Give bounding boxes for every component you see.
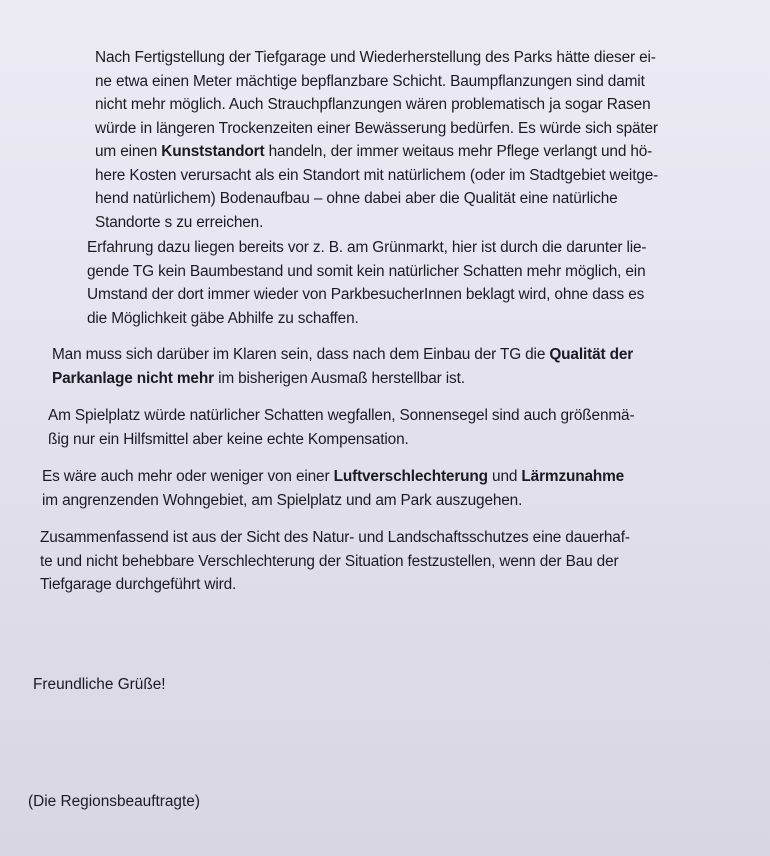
- text-line: würde in längeren Trockenzeiten einer Bewässerung bedürfen. Es würde sich später: [95, 119, 658, 137]
- text-segment: um einen: [95, 143, 162, 160]
- text-segment: im bisherigen Ausmaß herstellbar ist.: [213, 369, 465, 387]
- text-line: Tiefgarage durchgeführt wird.: [40, 576, 237, 593]
- text-line: [95, 140, 740, 164]
- text-line: [52, 367, 742, 391]
- text-line: te und nicht behebbare Verschlechterung der Situation festzustellen, wenn der Bau der: [40, 552, 619, 570]
- bold-term-parkanlage: Parkanlage nicht mehr: [52, 369, 214, 387]
- paragraph-air-noise: [42, 465, 732, 512]
- text-line: ßig nur ein Hilfsmittel aber keine echte Kompensation.: [48, 430, 409, 448]
- text-line: Umstand der dort immer wieder von ParkbesucherInnen beklagt wird, ohne dass es: [87, 286, 645, 303]
- text-line: Standorte s zu erreichen.: [95, 213, 264, 231]
- text-line: here Kosten verursacht als ein Standort mit natürlichem (oder im Stadtgebiet weitge-: [95, 166, 659, 184]
- text-line: [52, 343, 742, 367]
- paragraph-summary: [40, 526, 740, 597]
- bold-term-luftverschlechterung: Luftverschlechterung: [333, 468, 488, 485]
- text-line: ne etwa einen Meter mächtige bepflanzbare Schicht. Baumpflanzungen sind damit: [95, 72, 645, 90]
- text-segment: und: [487, 468, 522, 485]
- paragraph-park-restoration: [95, 46, 740, 234]
- text-line: Erfahrung dazu liegen bereits vor z. B. am Grünmarkt, hier ist durch die darunter lie-: [87, 239, 647, 256]
- closing-greeting: Freundliche Grüße!: [33, 676, 166, 693]
- bold-term-qualitaet: Qualität der: [549, 346, 634, 363]
- paragraph-park-quality: [52, 343, 742, 390]
- text-line: Zusammenfassend ist aus der Sicht des Natur- und Landschaftsschutzes eine dauerhaf-: [40, 529, 630, 546]
- text-line: im angrenzenden Wohngebiet, am Spielplatz und am Park auszugehen.: [42, 491, 523, 509]
- bold-term-laermzunahme: Lärmzunahme: [521, 468, 625, 485]
- text-line: nicht mehr möglich. Auch Strauchpflanzungen wären problematisch ja sogar Rasen: [95, 96, 651, 113]
- text-line: Am Spielplatz würde natürlicher Schatten wegfallen, Sonnensegel sind auch größenmä-: [48, 407, 635, 424]
- bold-term-kunststandort: Kunststandort: [161, 143, 265, 160]
- text-line: gende TG kein Baumbestand und somit kein natürlicher Schatten mehr möglich, ein: [87, 262, 646, 280]
- text-segment: Es wäre auch mehr oder weniger von einer: [42, 468, 334, 485]
- paragraph-gruenmarkt-experience: [87, 236, 737, 330]
- text-line: hend natürlichem) Bodenaufbau – ohne dabei aber die Qualität eine natürliche: [95, 190, 618, 207]
- text-line: Nach Fertigstellung der Tiefgarage und Wiederherstellung des Parks hätte dieser ei-: [95, 49, 656, 66]
- signatory-role: (Die Regionsbeauftragte): [28, 793, 200, 810]
- text-segment: handeln, der immer weitaus mehr Pflege verlangt und hö-: [264, 143, 653, 160]
- text-segment: Man muss sich darüber im Klaren sein, dass nach dem Einbau der TG die: [52, 346, 550, 363]
- paragraph-playground-shade: [48, 404, 738, 451]
- text-line: die Möglichkeit gäbe Abhilfe zu schaffen.: [87, 309, 359, 327]
- text-line: [42, 465, 732, 489]
